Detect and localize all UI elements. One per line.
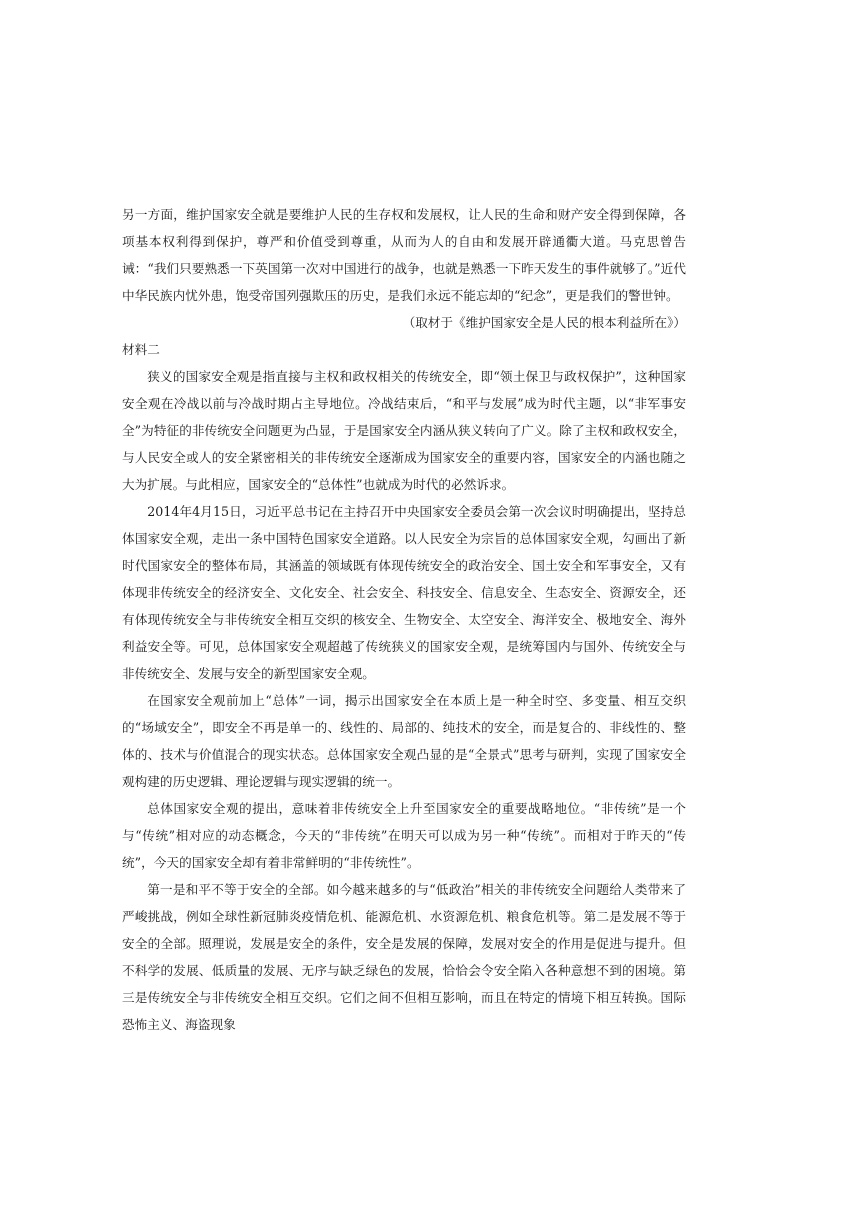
material2-paragraph-1: 狭义的国家安全观是指直接与主权和政权相关的传统安全，即“领土保卫与政权保护”，这种国家安全观在冷战以前与冷战时期占主导地位。冷战结束后，“和平与发展”成为时代主题，以“非军事安全”为特征的非传统安全问题更为凸显，于是国家安全内涵从狭义转向了广义。除了主权和政权安全，与人民安全或人的安全紧密相关的非传统安全逐渐成为国家安全的重要内容，国家安全的内涵也随之大为扩展。与此相应，国家安全的“总体性”也就成为时代的必然诉求。 xyxy=(122,369,686,492)
material2-heading: 材料二 xyxy=(122,342,160,357)
document-page xyxy=(122,201,686,1038)
material1-source: （取材于《维护国家安全是人民的根本利益所在》） xyxy=(402,315,686,330)
material2-paragraph-5: 第一是和平不等于安全的全部。如今越来越多的与“低政治”相关的非传统安全问题给人类带来了严峻挑战，例如全球性新冠肺炎疫情危机、能源危机、水资源危机、粮食危机等。第二是发展不等于安全的全部。照理说，发展是安全的条件，安全是发展的保障，发展对安全的作用是促进与提升。但不科学的发展、低质量的发展、无序与缺乏绿色的发展，恰恰会令安全陷入各种意想不到的困境。第三是传统安全与非传统安全相互交织。它们之间不但相互影响，而且在特定的情境下相互转换。国际恐怖主义、海盗现象 xyxy=(122,882,686,1032)
material2-paragraph-3: 在国家安全观前加上“总体”一词，揭示出国家安全在本质上是一种全时空、多变量、相互交织的“场域安全”，即安全不再是单一的、线性的、局部的、纯技术的安全，而是复合的、非线性的、整体的、技术与价值混合的现实状态。总体国家安全观凸显的是“全景式”思考与研判，实现了国家安全观构建的历史逻辑、理论逻辑与现实逻辑的统一。 xyxy=(122,693,686,789)
material2-paragraph-4: 总体国家安全观的提出，意味着非传统安全上升至国家安全的重要战略地位。“非传统”是一个与“传统”相对应的动态概念，今天的“非传统”在明天可以成为另一种“传统”。而相对于昨天的“传统”，今天的国家安全却有着非常鲜明的“非传统性”。 xyxy=(122,801,686,870)
material2-paragraph-2: 2014年4月15日，习近平总书记在主持召开中央国家安全委员会第一次会议时明确提出，坚持总体国家安全观，走出一条中国特色国家安全道路。以人民安全为宗旨的总体国家安全观，勾画出了新时代国家安全的整体布局，其涵盖的领域既有体现传统安全的政治安全、国土安全和军事安全，又有体现非传统安全的经济安全、文化安全、社会安全、科技安全、信息安全、生态安全、资源安全，还有体现传统安全与非传统安全相互交织的核安全、生物安全、太空安全、海洋安全、极地安全、海外利益安全等。可见，总体国家安全观超越了传统狭义的国家安全观，是统筹国内与国外、传统安全与非传统安全、发展与安全的新型国家安全观。 xyxy=(122,504,686,681)
material1-paragraph: 另一方面，维护国家安全就是要维护人民的生存权和发展权，让人民的生命和财产安全得到保障，各项基本权利得到保护，尊严和价值受到尊重，从而为人的自由和发展开辟通衢大道。马克思曾告诫：“我们只要熟悉一下英国第一次对中国进行的战争，也就是熟悉一下昨天发生的事件就够了。”近代中华民族内忧外患，饱受帝国列强欺压的历史，是我们永远不能忘却的“纪念”，更是我们的警世钟。 xyxy=(122,207,686,303)
